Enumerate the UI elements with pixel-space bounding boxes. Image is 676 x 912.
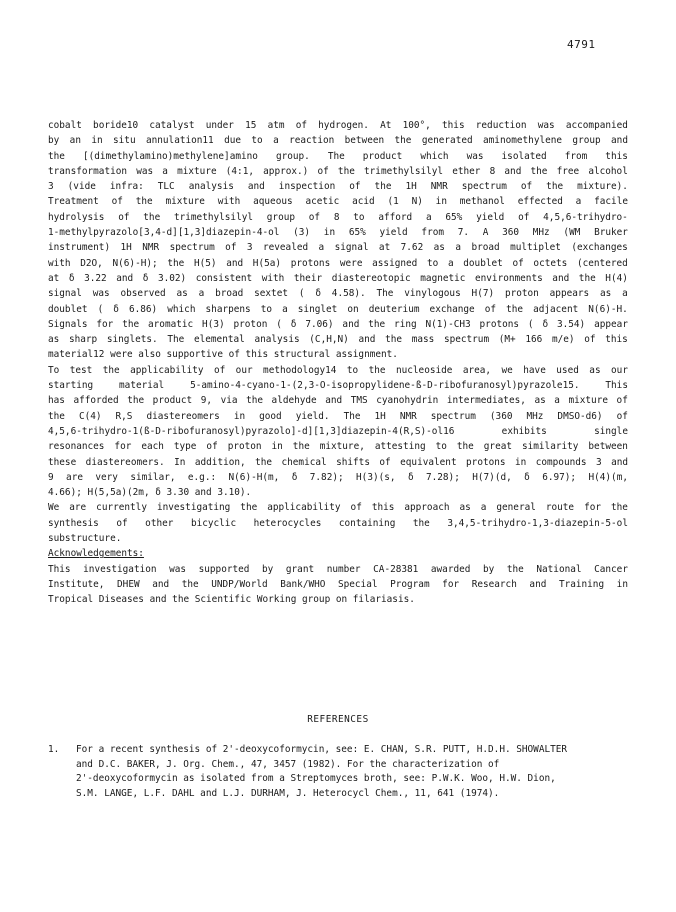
text-line: has afforded the product 9, via the aldehyde and TMS cyanohydrin intermediates, as a mixture of bbox=[48, 395, 628, 407]
text-line: 4,5,6-trihydro-1(ß-D-ribofuranosyl)pyrazolo]-d][1,3]diazepin-4(R,S)-ol16 exhibits single bbox=[48, 425, 628, 437]
text-line: Acknowledgements: bbox=[48, 548, 144, 560]
text-line: with D2O, N(6)-H); the H(5) and H(5a) protons were assigned to a doublet of octets (centered bbox=[48, 257, 628, 269]
reference-number: 1. bbox=[48, 744, 60, 755]
text-line: Signals for the aromatic H(3) proton ( δ 7.06) and the ring N(1)-CH3 protons ( δ 3.54) appear bbox=[48, 318, 628, 330]
text-line: 9 are very similar, e.g.: N(6)-H(m, δ 7.82); H(3)(s, δ 7.28); H(7)(d, δ 6.97); H(4)(m, bbox=[48, 471, 628, 483]
text-line: 3 (vide infra: TLC analysis and inspection of the 1H NMR spectrum of the mixture). bbox=[48, 181, 628, 193]
text-line: the C(4) R,S diastereomers in good yield. The 1H NMR spectrum (360 MHz DMSO-d6) of bbox=[48, 410, 628, 422]
text-line: We are currently investigating the applicability of this approach as a general route for the bbox=[48, 502, 628, 514]
references-heading: REFERENCES bbox=[307, 714, 369, 725]
text-line: by an in situ annulation11 due to a reaction between the generated aminomethylene group and bbox=[48, 135, 628, 147]
text-line: material12 were also supportive of this structural assignment. bbox=[48, 349, 398, 361]
text-line: instrument) 1H NMR spectrum of 3 revealed a signal at 7.62 as a broad multiplet (exchanges bbox=[48, 242, 628, 254]
reference-line: S.M. LANGE, L.F. DAHL and L.J. DURHAM, J. Heterocycl Chem., 11, 641 (1974). bbox=[76, 787, 500, 799]
text-line: signal was observed as a broad sextet ( δ 4.58). The vinylogous H(7) proton appears as a bbox=[48, 288, 628, 300]
text-line: To test the applicability of our methodology14 to the nucleoside area, we have used as our bbox=[48, 364, 628, 376]
text-line: doublet ( δ 6.86) which sharpens to a singlet on deuterium exchange of the adjacent N(6)-H. bbox=[48, 303, 628, 315]
text-line: synthesis of other bicyclic heterocycles containing the 3,4,5-trihydro-1,3-diazepin-5-ol bbox=[48, 517, 628, 529]
text-line: 1-methylpyrazolo[3,4-d][1,3]diazepin-4-ol (3) in 65% yield from 7. A 360 MHz (WM Bruker bbox=[48, 227, 628, 239]
text-line: the [(dimethylamino)methylene]amino group. The product which was isolated from this bbox=[48, 150, 628, 162]
text-line: as sharp singlets. The elemental analysis (C,H,N) and the mass spectrum (M+ 166 m/e) of this bbox=[48, 334, 628, 346]
body-text bbox=[48, 118, 628, 608]
text-line: these diastereomers. In addition, the chemical shifts of equivalent protons in compounds 3 and bbox=[48, 456, 628, 468]
text-line: Institute, DHEW and the UNDP/World Bank/WHO Special Program for Research and Training in bbox=[48, 578, 628, 590]
text-line: Treatment of the mixture with aqueous acetic acid (1 N) in methanol effected a facile bbox=[48, 196, 628, 208]
text-line: resonances for each type of proton in the mixture, attesting to the great similarity between bbox=[48, 441, 628, 453]
page-number: 4791 bbox=[567, 38, 596, 51]
text-line: hydrolysis of the trimethylsilyl group of 8 to afford a 65% yield of 4,5,6-trihydro- bbox=[48, 211, 628, 223]
text-line: Tropical Diseases and the Scientific Working group on filariasis. bbox=[48, 594, 415, 606]
text-line: cobalt boride10 catalyst under 15 atm of hydrogen. At 100°, this reduction was accompanied bbox=[48, 120, 628, 131]
reference-line: For a recent synthesis of 2'-deoxycoformycin, see: E. CHAN, S.R. PUTT, H.D.H. SHOWALTER bbox=[76, 744, 568, 755]
reference-line: and D.C. BAKER, J. Org. Chem., 47, 3457 (1982). For the characterization of bbox=[76, 758, 500, 770]
reference-line: 2'-deoxycoformycin as isolated from a Streptomyces broth, see: P.W.K. Woo, H.W. Dion, bbox=[76, 773, 556, 784]
text-line: substructure. bbox=[48, 533, 122, 545]
text-line: This investigation was supported by grant number CA-28381 awarded by the National Cancer bbox=[48, 563, 628, 575]
text-line: at δ 3.22 and δ 3.02) consistent with their diastereotopic magnetic environments and the H(4) bbox=[48, 272, 628, 284]
text-line: 4.66); H(5,5a)(2m, δ 3.30 and 3.10). bbox=[48, 487, 252, 499]
text-line: transformation was a mixture (4:1, approx.) of the trimethylsilyl ether 8 and the free alcohol bbox=[48, 165, 628, 177]
reference-text bbox=[76, 743, 636, 801]
text-line: starting material 5-amino-4-cyano-1-(2,3-O-isopropylidene-ß-D-ribofuranosyl)pyrazole15. This bbox=[48, 380, 628, 392]
